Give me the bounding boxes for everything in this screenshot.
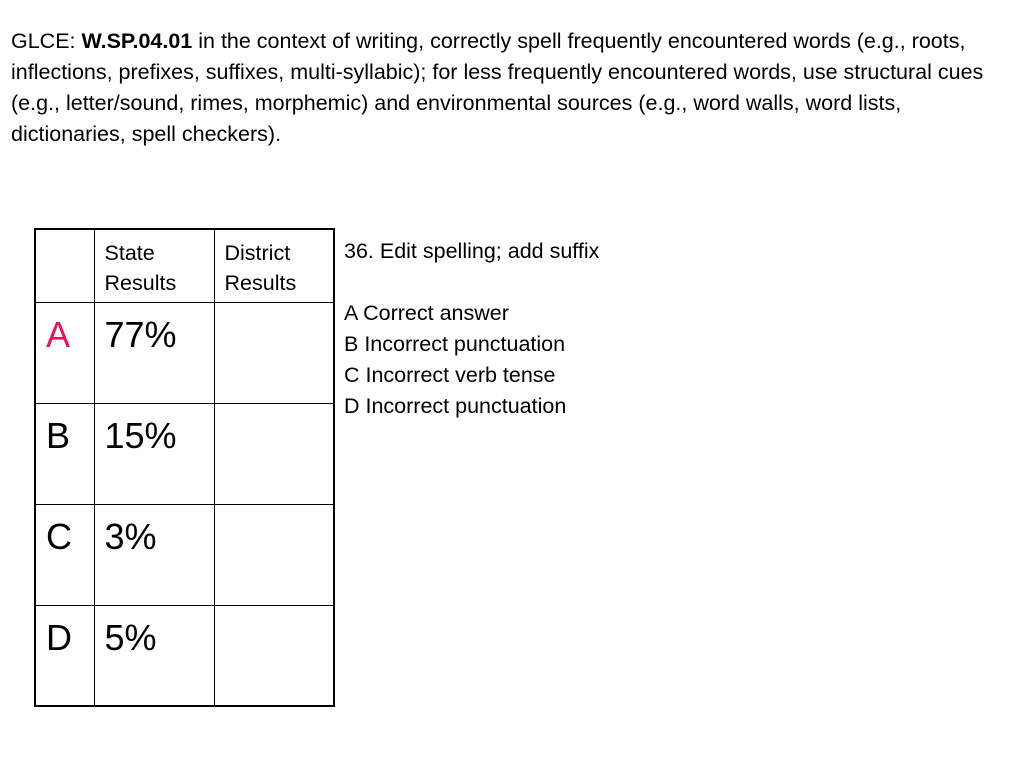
choice-cell: B <box>35 403 94 504</box>
table-header-row <box>35 229 334 302</box>
answer-option-b: B Incorrect punctuation <box>344 332 566 356</box>
choice-cell: C <box>35 504 94 605</box>
table-row <box>35 302 334 403</box>
answer-option-c: C Incorrect verb tense <box>344 363 556 387</box>
district-result-cell <box>214 302 334 403</box>
header-cell-empty <box>35 229 94 302</box>
question-title: 36. Edit spelling; add suffix <box>344 239 600 263</box>
district-result-cell <box>214 605 334 706</box>
glce-description: in the context of writing, correctly spell frequently encountered words (e.g., roots, inflections, prefixes, suffixes, multi-syllabic); for less frequently encountered words, use structural cues (e.g., letter/sound, rimes, morphemic) and environmental sources (e.g., word walls, word lists, dictionaries, spell checkers). <box>11 29 984 146</box>
glce-prefix: GLCE: <box>11 29 82 53</box>
header-state-results: State Results <box>94 229 214 302</box>
state-result-cell: 5% <box>94 605 214 706</box>
table-row <box>35 403 334 504</box>
header-district-results: District Results <box>214 229 334 302</box>
table-row <box>35 605 334 706</box>
district-result-cell <box>214 403 334 504</box>
results-table <box>34 228 335 707</box>
state-result-cell: 15% <box>94 403 214 504</box>
state-result-cell: 77% <box>94 302 214 403</box>
choice-cell: D <box>35 605 94 706</box>
answer-option-a: A Correct answer <box>344 301 509 325</box>
table-row <box>35 504 334 605</box>
glce-code: W.SP.04.01 <box>81 29 193 53</box>
question-block <box>344 236 599 422</box>
state-result-cell: 3% <box>94 504 214 605</box>
district-result-cell <box>214 504 334 605</box>
glce-standard-text <box>11 26 1019 150</box>
choice-cell-correct: A <box>35 302 94 403</box>
answer-option-d: D Incorrect punctuation <box>344 394 567 418</box>
